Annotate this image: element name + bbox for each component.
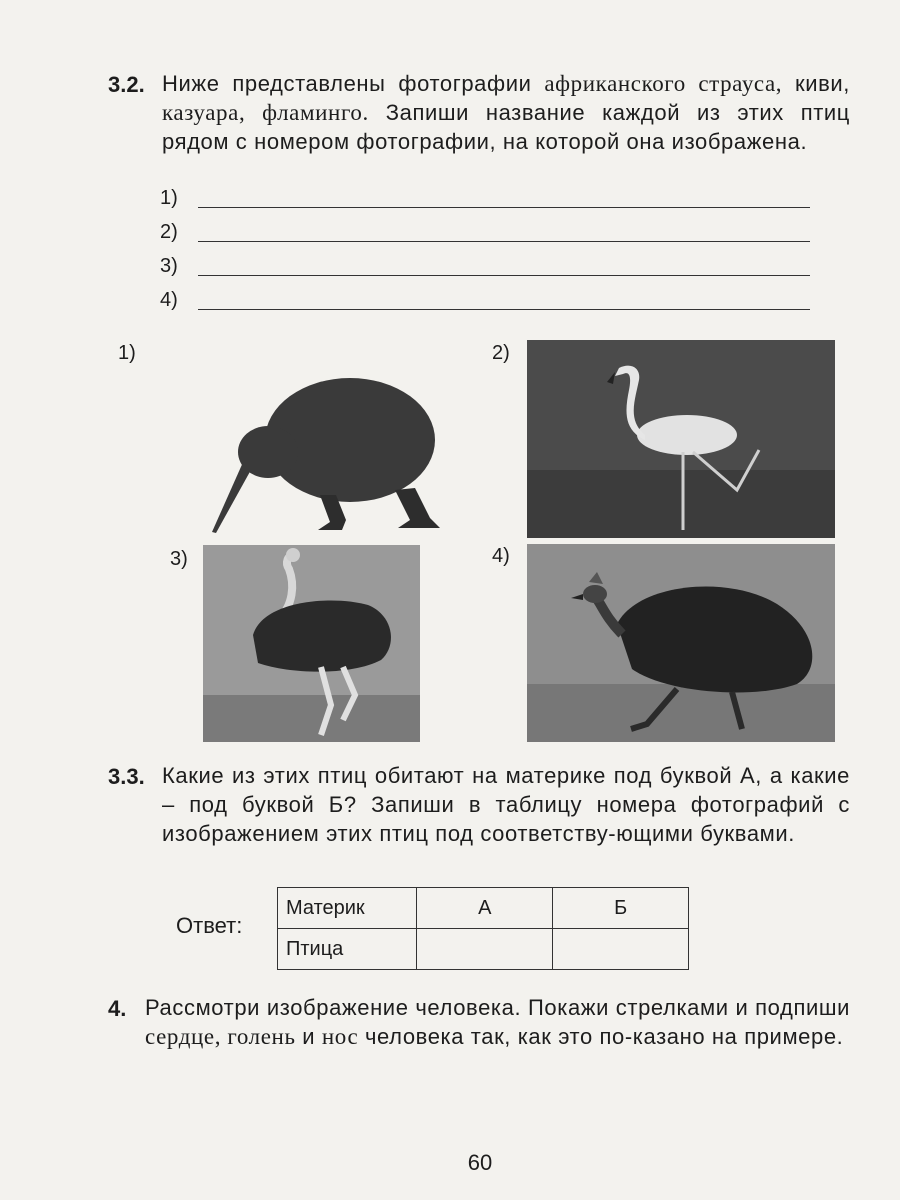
term-nose: нос [321, 1024, 359, 1049]
table-header-cell: Б [553, 888, 689, 929]
answer-table [277, 887, 689, 970]
answer-line-label: 2) [160, 221, 178, 243]
answer-cell-a[interactable] [417, 929, 553, 970]
task-4-text-part: Рассмотри изображение человека. Покажи стрелками и подпиши [145, 995, 850, 1020]
term-flamingo: фламинго. [262, 100, 369, 125]
answer-line-1[interactable] [160, 187, 810, 217]
task-3-2-text [162, 69, 850, 156]
task-3-2-number: 3.2. [108, 72, 145, 97]
table-row [278, 929, 689, 970]
task-4-text-part: и [295, 1024, 322, 1049]
table-header-cell: Материк [278, 888, 417, 929]
task-3-2-text-part: киви, [782, 71, 851, 96]
answer-line-label: 1) [160, 187, 178, 209]
task-4-text-part: человека так, как это по-казано на примере. [358, 1024, 844, 1049]
answer-line-label: 4) [160, 289, 178, 311]
answer-cell-b[interactable] [553, 929, 689, 970]
flamingo-photo [527, 340, 835, 538]
task-4-number: 4. [108, 996, 127, 1021]
write-line [198, 241, 810, 242]
write-line [198, 207, 810, 208]
task-3-2-text-part: Запиши название каждой из этих птиц рядом с номером фотографии, на которой она изображена. [162, 100, 851, 154]
answer-line-2[interactable] [160, 221, 810, 251]
photo-2-label: 2) [492, 342, 510, 364]
photo-4-label: 4) [492, 545, 510, 567]
write-line [198, 309, 810, 310]
write-line [198, 275, 810, 276]
answer-line-4[interactable] [160, 289, 810, 319]
table-row [278, 888, 689, 929]
term-ostrich: африканского страуса, [544, 71, 783, 96]
table-header-cell: А [417, 888, 553, 929]
table-row-label: Птица [278, 929, 417, 970]
photo-3-label: 3) [170, 548, 188, 570]
page-number: 60 [467, 1150, 493, 1175]
task-3-3-text: Какие из этих птиц обитают на материке под буквой А, а какие – под буквой Б? Запиши в таблицу номера фотографий с изображением этих птиц под соответству-ющими буквами. [162, 763, 850, 846]
task-4-text [145, 993, 850, 1051]
task-3-3-number: 3.3. [108, 764, 145, 789]
cassowary-photo [527, 544, 835, 742]
ostrich-photo [203, 545, 420, 742]
task-3-2-text-part [245, 100, 262, 125]
term-heart-shin: сердце, голень [145, 1024, 296, 1049]
kiwi-photo [200, 360, 460, 540]
answer-label: Ответ: [176, 913, 243, 938]
answer-line-label: 3) [160, 255, 178, 277]
answer-line-3[interactable] [160, 255, 810, 285]
task-3-2-text-part: Ниже представлены фотографии [162, 71, 545, 96]
term-cassowary: казуара, [162, 100, 246, 125]
photo-1-label: 1) [118, 342, 136, 364]
